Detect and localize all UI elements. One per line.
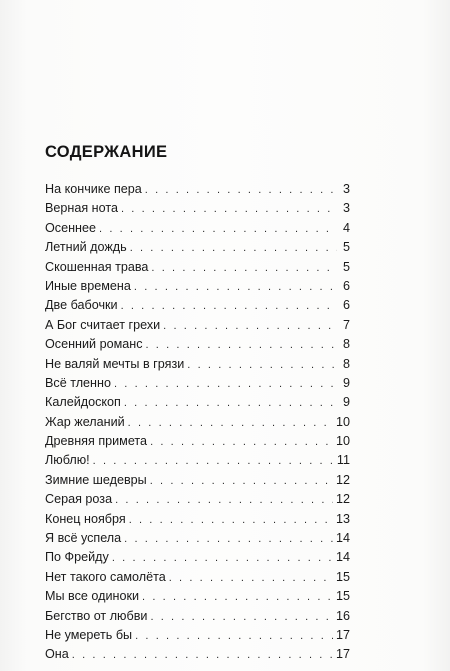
toc-entry-page-number: 17 xyxy=(335,627,350,642)
toc-entry-title: Две бабочки xyxy=(45,298,118,313)
toc-entry xyxy=(45,355,350,374)
toc-entry-page-number: 11 xyxy=(336,453,350,468)
toc-entry xyxy=(45,258,350,277)
toc-entry-page-number: 15 xyxy=(335,569,350,584)
toc-entry-page-number: 14 xyxy=(335,550,350,565)
toc-dot-leader xyxy=(114,375,337,394)
toc-dot-leader xyxy=(129,511,333,530)
toc-entry-title: Жар желаний xyxy=(45,414,125,429)
toc-entry xyxy=(45,529,350,548)
toc-entry-title: Нет такого самолёта xyxy=(45,569,166,584)
toc-entry-page-number: 3 xyxy=(342,201,350,216)
toc-entry-page-number: 17 xyxy=(335,647,350,662)
table-of-contents xyxy=(45,180,350,665)
toc-dot-leader xyxy=(99,220,337,239)
toc-entry xyxy=(45,568,350,587)
toc-entry-title: Не валяй мечты в грязи xyxy=(45,356,185,371)
toc-entry-page-number: 4 xyxy=(342,220,350,235)
toc-entry-title: Я всё успела xyxy=(45,531,122,546)
toc-entry-page-number: 13 xyxy=(335,511,350,526)
toc-entry-page-number: 12 xyxy=(335,492,350,507)
toc-entry-page-number: 15 xyxy=(335,589,350,604)
toc-entry xyxy=(45,471,350,490)
toc-dot-leader xyxy=(72,646,333,665)
toc-dot-leader xyxy=(121,297,337,316)
toc-entry-page-number: 10 xyxy=(335,414,350,429)
toc-entry-page-number: 6 xyxy=(342,298,350,313)
toc-entry-page-number: 3 xyxy=(342,182,350,196)
toc-entry-title: Скошенная трава xyxy=(45,259,149,274)
toc-dot-leader xyxy=(134,278,337,297)
toc-entry-title: Калейдоскоп xyxy=(45,395,121,410)
toc-entry-title: Осенний романс xyxy=(45,337,143,352)
toc-dot-leader xyxy=(124,394,337,413)
toc-entry-page-number: 6 xyxy=(342,278,350,293)
toc-entry xyxy=(45,277,350,296)
toc-entry xyxy=(45,432,350,451)
toc-entry-page-number: 8 xyxy=(342,356,350,371)
toc-entry xyxy=(45,413,350,432)
toc-entry xyxy=(45,510,350,529)
page-title: СОДЕРЖАНИЕ xyxy=(45,143,168,161)
toc-dot-leader xyxy=(115,491,333,510)
toc-entry-page-number: 8 xyxy=(342,337,350,352)
toc-entry-title: По Фрейду xyxy=(45,550,109,565)
toc-dot-leader xyxy=(142,588,333,607)
toc-entry-title: Не умереть бы xyxy=(45,627,133,642)
toc-dot-leader xyxy=(145,181,337,200)
toc-entry xyxy=(45,219,350,238)
toc-entry-page-number: 9 xyxy=(342,395,350,410)
toc-entry-title: Древняя примета xyxy=(45,434,148,449)
toc-entry-title: Мы все одиноки xyxy=(45,589,140,604)
toc-dot-leader xyxy=(146,336,338,355)
toc-dot-leader xyxy=(121,200,337,219)
toc-entry-title: Всё тленно xyxy=(45,375,111,390)
toc-entry xyxy=(45,451,350,470)
toc-entry-title: На кончике пера xyxy=(45,182,142,196)
toc-entry-page-number: 12 xyxy=(335,472,350,487)
toc-entry xyxy=(45,626,350,645)
toc-entry xyxy=(45,490,350,509)
toc-entry-title: Бегство от любви xyxy=(45,608,148,623)
toc-entry-page-number: 7 xyxy=(342,317,350,332)
toc-entry xyxy=(45,180,350,199)
toc-dot-leader xyxy=(150,608,333,627)
toc-dot-leader xyxy=(150,433,333,452)
toc-dot-leader xyxy=(151,259,337,278)
toc-entry-title: Верная нота xyxy=(45,201,118,216)
toc-dot-leader xyxy=(135,627,333,646)
toc-entry-page-number: 14 xyxy=(335,531,350,546)
toc-entry-title: Иные времена xyxy=(45,278,131,293)
toc-entry-title: Конец ноября xyxy=(45,511,126,526)
toc-dot-leader xyxy=(163,317,337,336)
toc-entry xyxy=(45,199,350,218)
toc-entry xyxy=(45,607,350,626)
toc-entry-title: Летний дождь xyxy=(45,240,127,255)
toc-entry xyxy=(45,374,350,393)
toc-entry-title: Люблю! xyxy=(45,453,90,468)
toc-dot-leader xyxy=(150,472,333,491)
toc-entry xyxy=(45,335,350,354)
toc-entry-title: Она xyxy=(45,647,69,662)
toc-entry xyxy=(45,587,350,606)
toc-dot-leader xyxy=(187,356,337,375)
toc-entry-page-number: 5 xyxy=(342,259,350,274)
toc-entry xyxy=(45,316,350,335)
toc-dot-leader xyxy=(124,530,333,549)
toc-entry-page-number: 5 xyxy=(342,240,350,255)
toc-entry xyxy=(45,296,350,315)
toc-entry-page-number: 10 xyxy=(335,434,350,449)
toc-dot-leader xyxy=(169,569,333,588)
toc-dot-leader xyxy=(93,452,334,471)
toc-entry-title: Осеннее xyxy=(45,220,97,235)
toc-entry-page-number: 9 xyxy=(342,375,350,390)
toc-dot-leader xyxy=(112,549,333,568)
toc-entry xyxy=(45,645,350,664)
toc-dot-leader xyxy=(130,239,337,258)
toc-entry xyxy=(45,548,350,567)
toc-entry-title: Серая роза xyxy=(45,492,113,507)
toc-dot-leader xyxy=(128,414,333,433)
toc-entry-page-number: 16 xyxy=(335,608,350,623)
toc-entry xyxy=(45,393,350,412)
toc-entry-title: Зимние шедевры xyxy=(45,472,147,487)
toc-entry xyxy=(45,238,350,257)
toc-entry-title: А Бог считает грехи xyxy=(45,317,161,332)
